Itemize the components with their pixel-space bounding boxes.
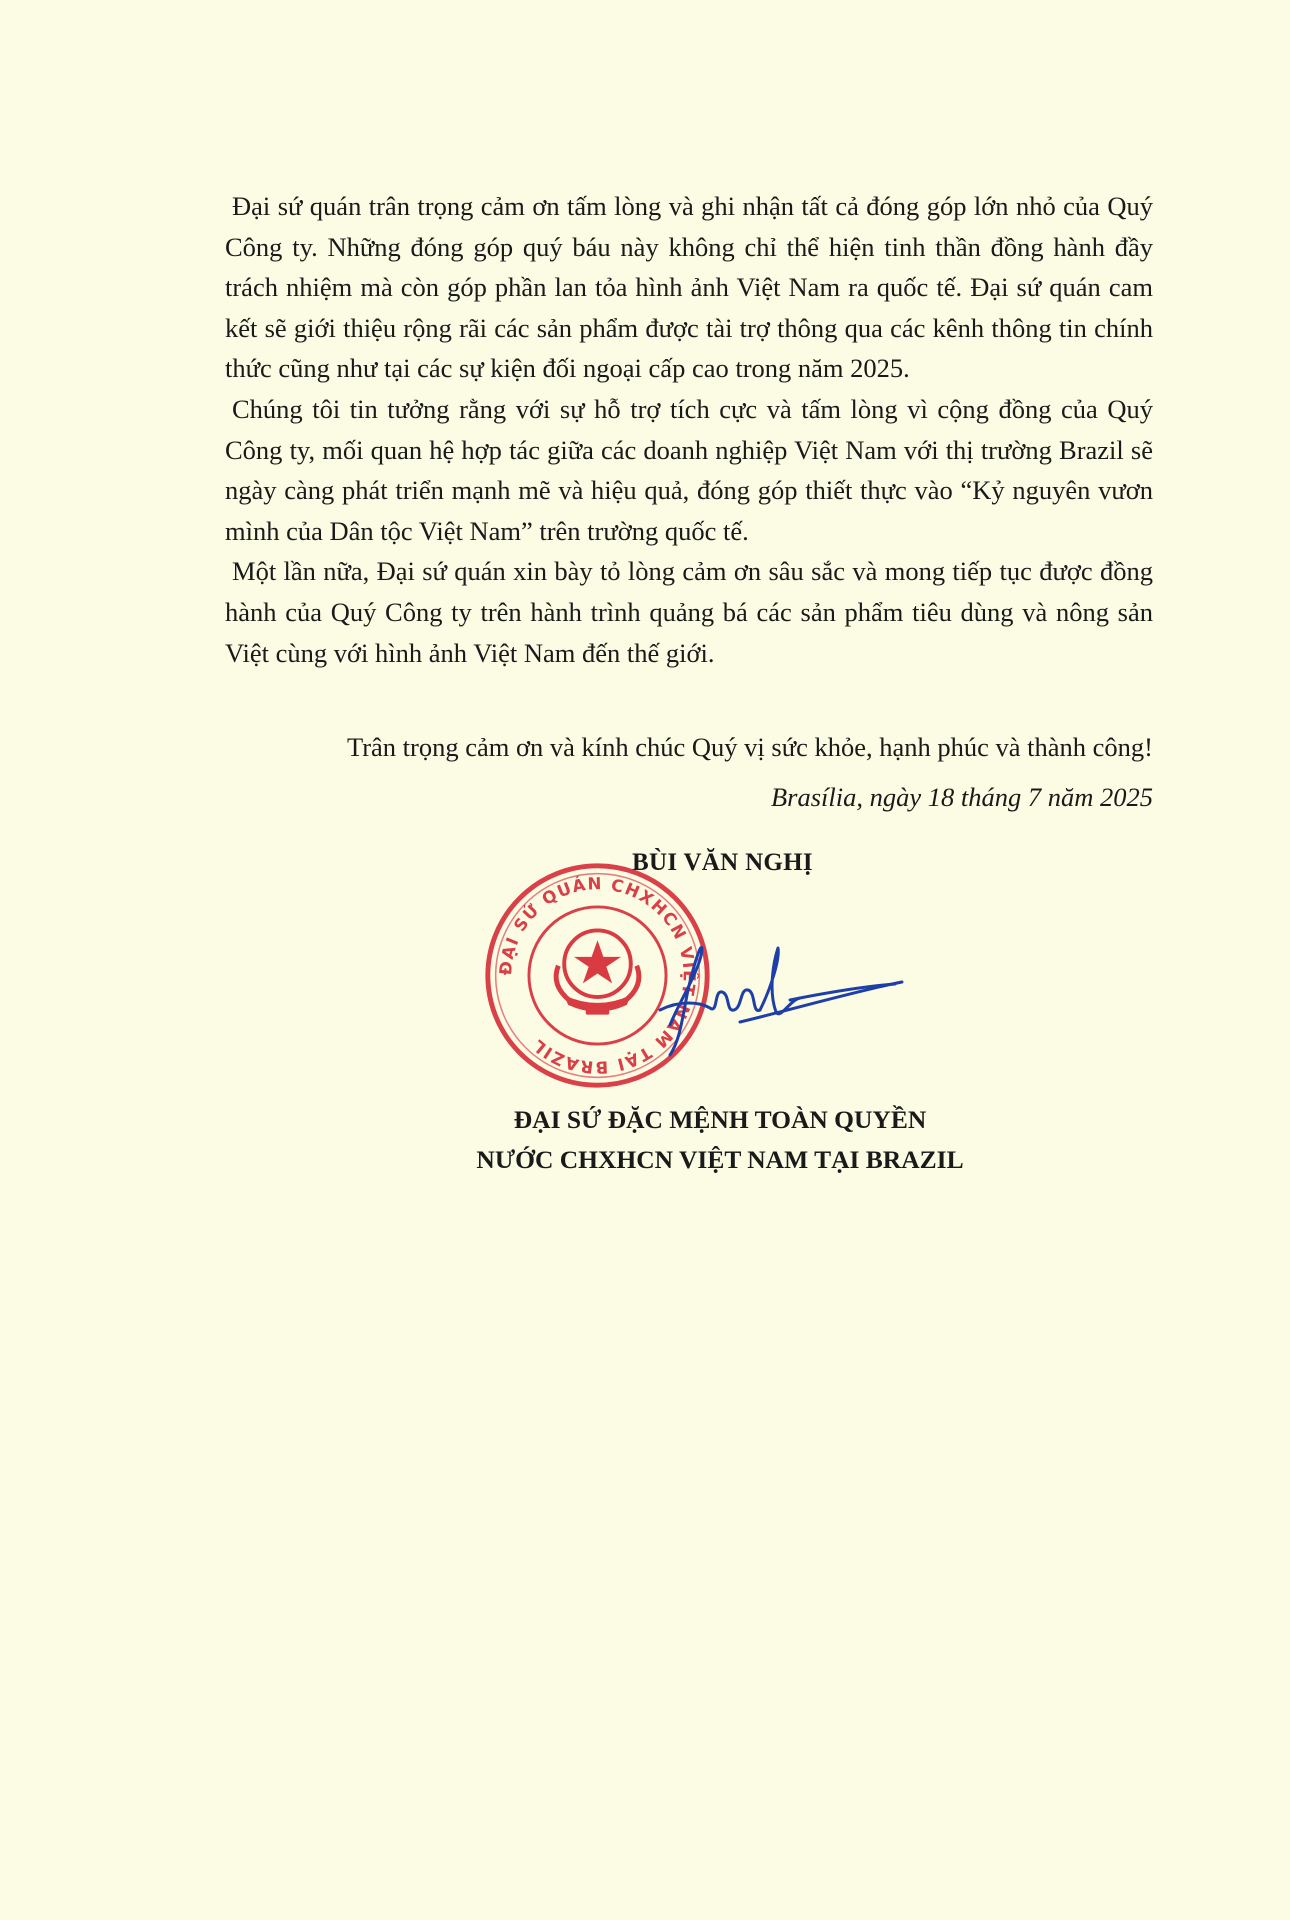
title-line-2: NƯỚC CHXHCN VIỆT NAM TẠI BRAZIL — [476, 1145, 964, 1174]
dateline: Brasília, ngày 18 tháng 7 năm 2025 — [770, 782, 1153, 812]
emblem-icon — [556, 930, 639, 1014]
paragraph-3: Một lần nữa, Đại sứ quán xin bày tỏ lòng cảm ơn sâu sắc và mong tiếp tục được đồng hành của Quý Công ty trên hành trình quảng bá các sản phẩm tiêu dùng và nông sản Việt cùng với hình ảnh Việt Nam đến thế giới. — [225, 556, 1153, 668]
paragraph-2: Chúng tôi tin tưởng rằng với sự hỗ trợ tích cực và tấm lòng vì cộng đồng của Quý Công ty, mối quan hệ hợp tác giữa các doanh nghiệp Việt Nam với thị trường Brazil sẽ ngày càng phát triển mạnh mẽ và hiệu quả, đóng góp thiết thực vào “Kỷ nguyên vươn mình của Dân tộc Việt Nam” trên trường quốc tế. — [225, 393, 1153, 546]
seal-ring-text: ĐẠI SỨ QUÁN CHXHCN VIỆT NAM TẠI BRAZIL — [496, 874, 699, 1077]
signature-icon — [640, 930, 920, 1080]
letter-body — [225, 186, 1153, 673]
title-line-1: ĐẠI SỨ ĐẶC MỆNH TOÀN QUYỀN — [513, 1105, 927, 1134]
closing-line: Trân trọng cảm ơn và kính chúc Quý vị sức khỏe, hạnh phúc và thành công! — [346, 732, 1153, 762]
paragraph-1: Đại sứ quán trân trọng cảm ơn tấm lòng và ghi nhận tất cả đóng góp lớn nhỏ của Quý Công ty. Những đóng góp quý báu này không chỉ thể hiện tinh thần đồng hành đầy trách nhiệm mà còn góp phần lan tỏa hình ảnh Việt Nam ra quốc tế. Đại sứ quán cam kết sẽ giới thiệu rộng rãi các sản phẩm được tài trợ thông qua các kênh thông tin chính thức cũng như tại các sự kiện đối ngoại cấp cao trong năm 2025. — [225, 191, 1153, 384]
signer-title — [420, 1100, 1020, 1180]
signer-name: BÙI VĂN NGHỊ — [632, 849, 813, 876]
